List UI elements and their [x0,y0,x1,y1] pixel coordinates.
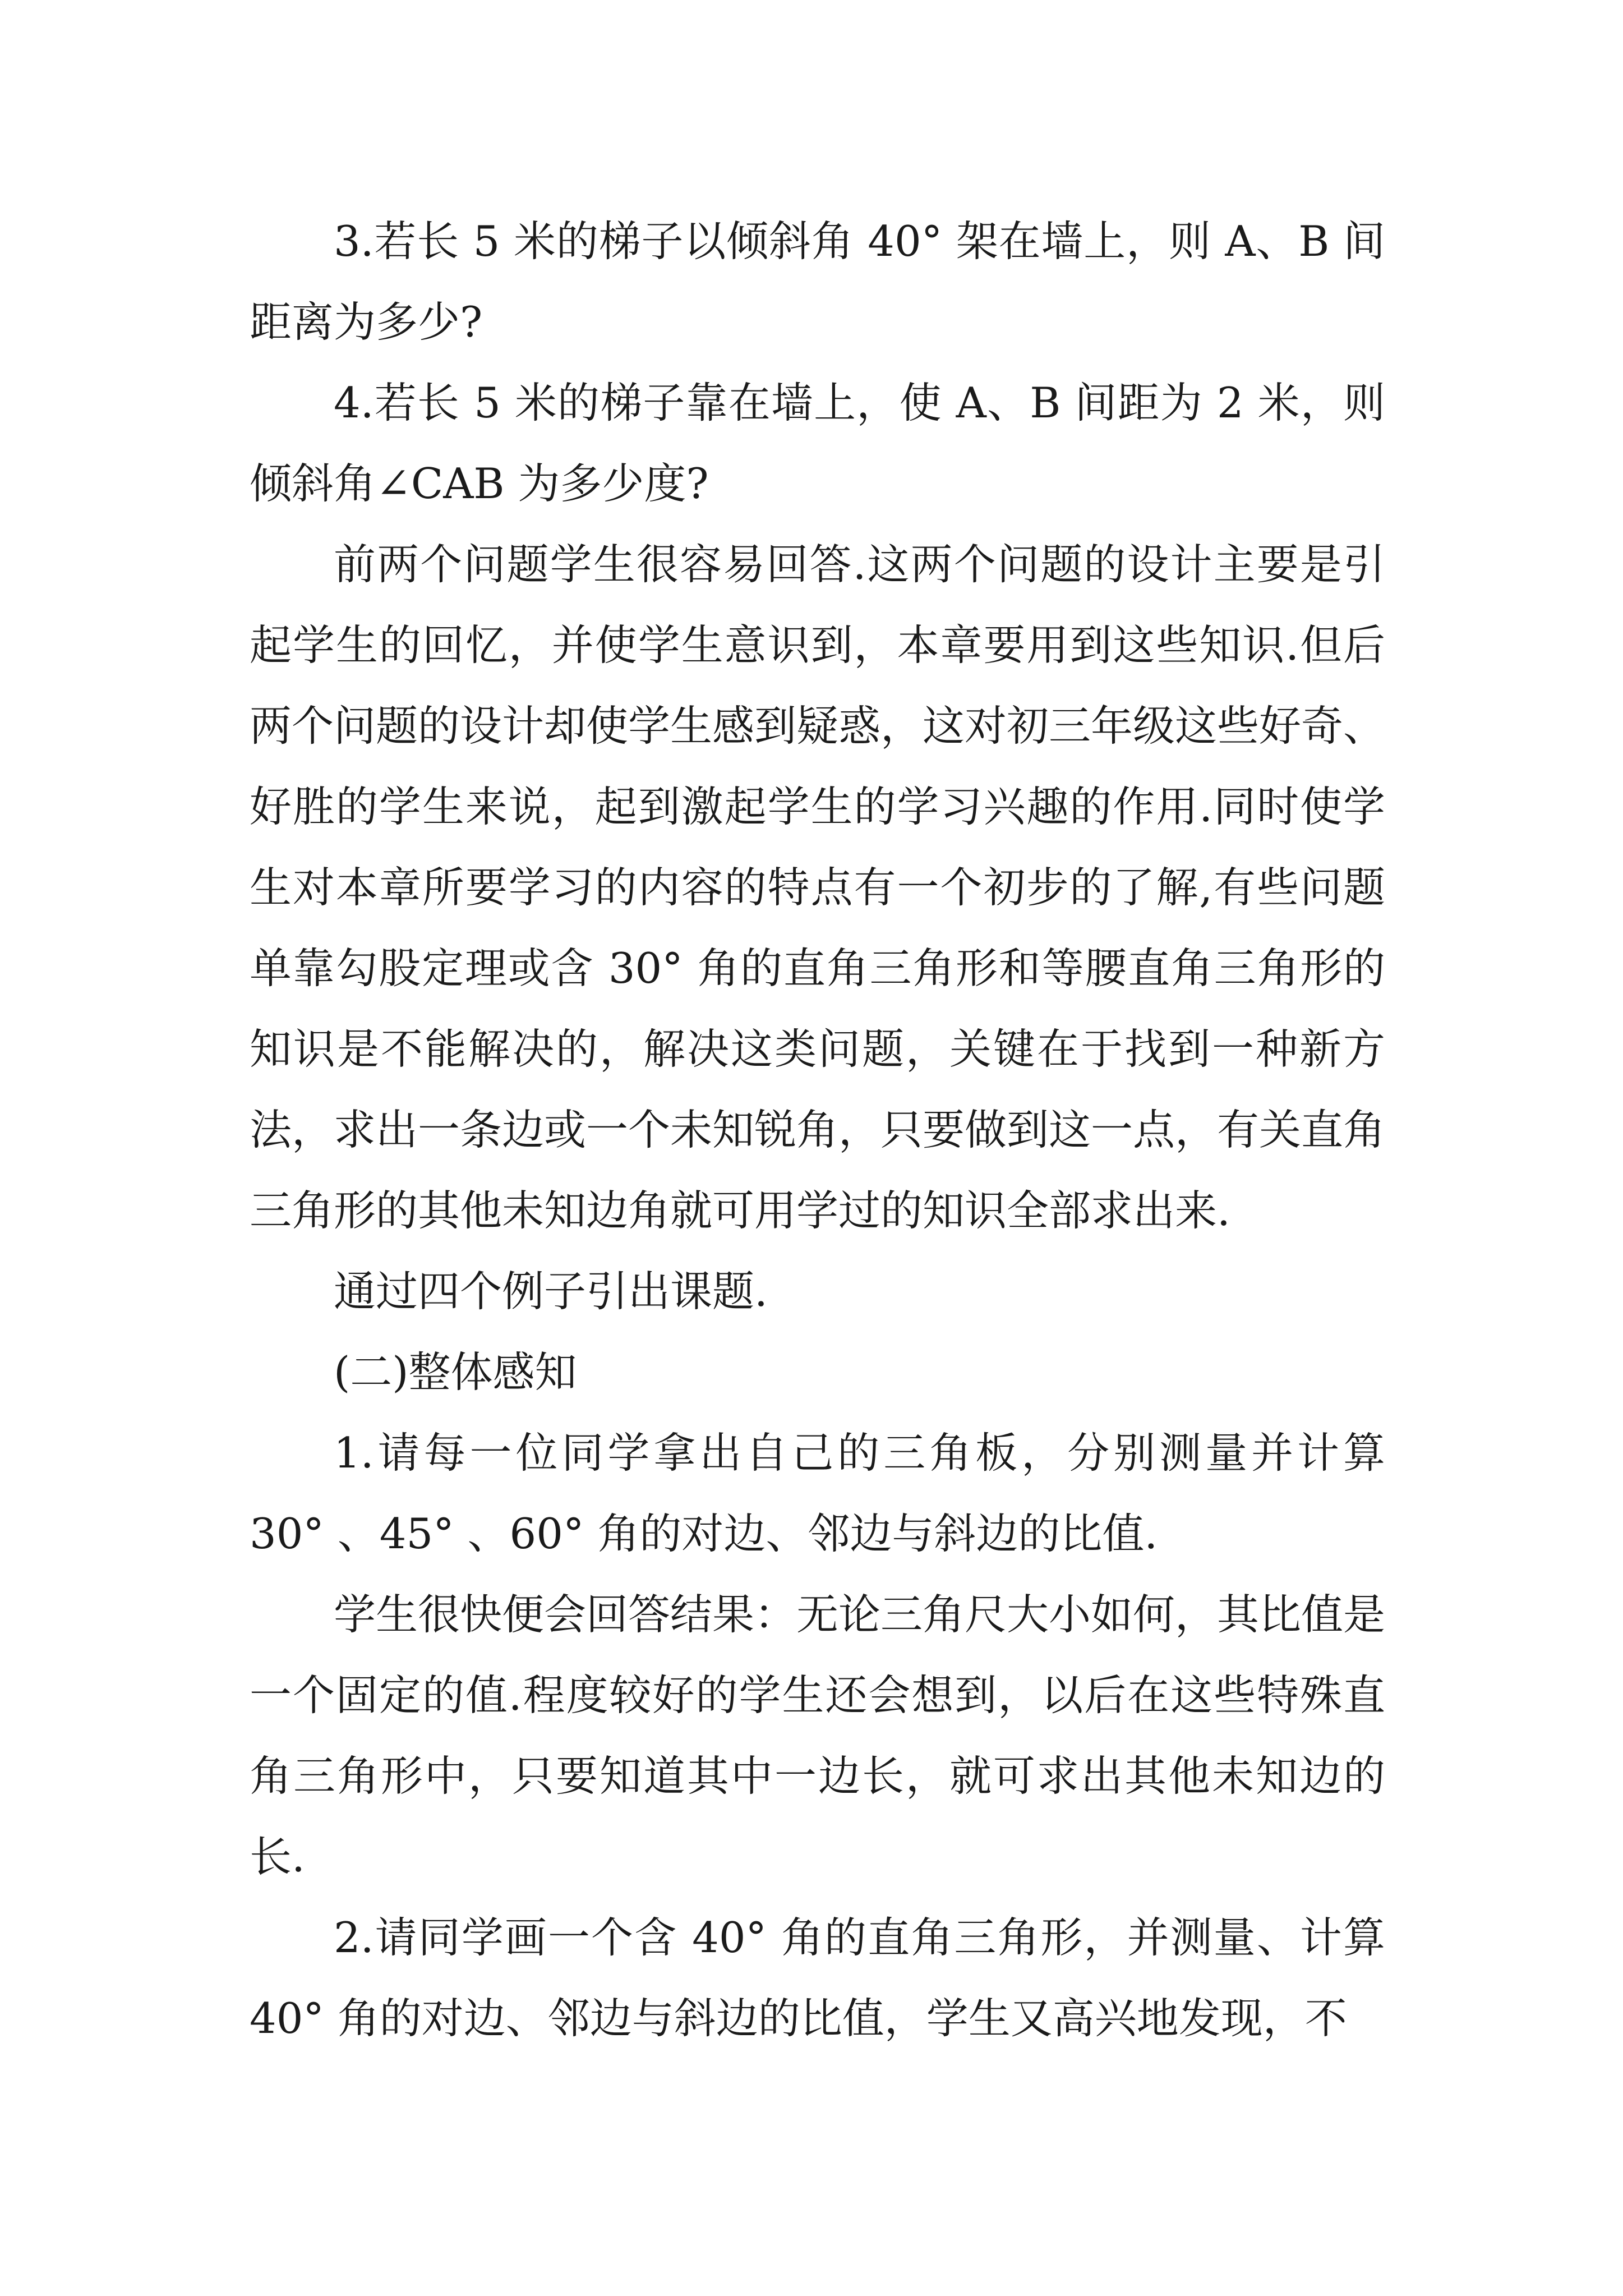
paragraph-student-answer: 学生很快便会回答结果：无论三角尺大小如何，其比值是一个固定的值.程度较好的学生还会想到，以后在这些特殊直角三角形中，只要知道其中一边长，就可求出其他未知边的长. [250,1590,1386,1881]
paragraph-activity-2: 2.请同学画一个含 40° 角的直角三角形，并测量、计算 40° 角的对边、邻边与斜边的比值，学生又高兴地发现，不 [250,1913,1385,2043]
paragraph-topic-intro: 通过四个例子引出课题. [334,1267,768,1316]
paragraph-question-3: 3.若长 5 米的梯子以倾斜角 40° 架在墙上，则 A、B 间距离为多少? [250,217,1385,347]
body-text [250,201,1385,2059]
paragraph-analysis: 前两个问题学生很容易回答.这两个问题的设计主要是引起学生的回忆，并使学生意识到，本章要用到这些知识.但后两个问题的设计却使学生感到疑惑，这对初三年级这些好奇、好胜的学生来说，起到激起学生的学习兴趣的作用.同时使学生对本章所要学习的内容的特点有一个初步的了解,有些问题单靠勾股定理或含 30° 角的直角三角形和等腰直角三角形的知识是不能解决的，解决这类问题，关键在于找到一种新方法，求出一条边或一个未知锐角，只要做到这一点，有关直角三角形的其他未知边角就可用学过的知识全部求出来. [250,540,1386,1235]
section-heading-overall-perception: (二)整体感知 [334,1347,577,1397]
paragraph-question-4: 4.若长 5 米的梯子靠在墙上，使 A、B 间距为 2 米，则倾斜角∠CAB 为多少度? [250,378,1385,508]
paragraph-activity-1: 1.请每一位同学拿出自己的三角板，分别测量并计算 30° 、45° 、60° 角的对边、邻边与斜边的比值. [250,1428,1385,1558]
